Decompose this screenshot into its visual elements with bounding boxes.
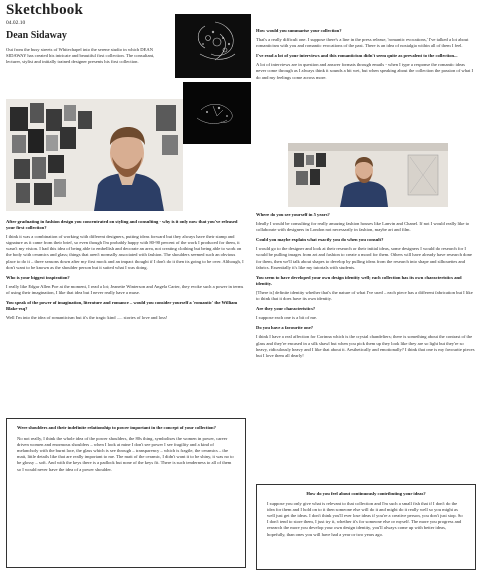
designer-portrait-photo — [6, 99, 183, 211]
qa-item — [256, 212, 476, 233]
right-qa-bottom-section — [256, 212, 476, 363]
qa-item — [256, 28, 476, 49]
qa-item — [256, 53, 476, 80]
right-qa-top-section — [256, 28, 476, 85]
answer-text: I would go to the designer and look at their research or their initial ideas, some designers I would do research for I would be pulling images from art and fashion to create a mood for them. Others will have already have research done for them, then we'll talk about shapes to develop by pulling ideas from the research into shape and silhouettes and fabrics. Essentially it's like my tutorials with students. — [256, 246, 472, 270]
jewelry-image — [183, 82, 251, 144]
studio-image — [288, 143, 448, 207]
answer-text: [There is] definite identity whether that's the nature of what I've used – each piece has a different fabrication but I like to think that it does have its own identity. — [256, 289, 473, 302]
designer-name: Dean Sidaway — [6, 30, 67, 41]
question-text: Who is your biggest inspiration? — [6, 274, 70, 280]
dark-sculpture-photo — [175, 14, 251, 78]
left-qa-section — [6, 219, 246, 325]
answer-text: I suppose each one is a bit of me. — [256, 315, 318, 321]
question-text: Were shoulders and their indefinite relationship to power important in the concept of your collection? — [17, 425, 216, 430]
answer-text: A lot of interviews are in question and answer formats through emails - when I type a response the romantic ideas never come through as I always think it sounds a bit wet, but when speaking about the collection the passion of what I do and my feelings come across more. — [256, 62, 474, 80]
answer-text: I think I have a real affection for Corinna which is the crystal chandeliers; there is something about the contrast of the glass and they're encased in a silk shawl but when you pick them up they look like they are so light but they're so heavy, ridiculously heavy and I like that about it. Aesthetically and emotionally? I think that one is my favourite pieces but I love them all dearly! — [256, 334, 475, 358]
qa-item — [6, 219, 246, 271]
answer-text: Ideally I would be consulting for really amazing fashion houses like Lanvin and Chanel. If not I would really like to collaborate with designers in London not necessarily in fashion, maybe art and film. — [256, 221, 470, 233]
left-boxed-qa — [6, 418, 246, 568]
answer-text: That's a really difficult one. I suppose there's a line in the press release, 'romantic evocations,' I've talked a lot about romanticism with you and romantic evocations of the past. There is an idea of nostalgia within all of them I feel. — [256, 37, 469, 49]
question-text: Are they your characteristics? — [256, 306, 316, 312]
page-title: Sketchbook — [6, 2, 84, 18]
studio-photo — [288, 143, 448, 207]
answer-text: I suppose you only give what is relevant to that collection and I'm such a small fish that if I don't do the idea for them and I hold on to it then someone else will do it and might do it really well so you might as well just get the ideas. I don't think you'll ever lose ideas if you're a creative person, you don't just stop. So I don't tend to store them, I just try it, whether it's for someone else or myself. The more you progress and research the more you develop your own design identity, you'll always come up with better ideas, hopefully, than ones you will have had a year or two years ago. — [267, 501, 463, 537]
question-text: You speak of the power of imagination, literature and romance – would you consider yourself a 'romantic' the William Blake-esq? — [6, 300, 238, 312]
qa-item — [256, 237, 476, 270]
right-boxed-qa — [256, 484, 476, 570]
qa-item — [256, 306, 476, 321]
qa-item — [256, 325, 476, 358]
dark-jewelry-photo — [183, 82, 251, 144]
portrait-image — [6, 99, 183, 211]
qa-item — [6, 300, 246, 321]
sculpture-image — [175, 14, 251, 78]
question-text: How would you summarise your collection? — [256, 28, 342, 33]
question-text: You seem to have developed your own design identity well; each collection has its own characteristics and identity. — [256, 274, 462, 286]
qa-item — [256, 275, 476, 302]
question-text: Where do you see yourself in 5 years? — [256, 212, 330, 217]
question-text: Could you maybe explain what exactly you do when you consult? — [256, 237, 384, 243]
intro-text: Out from the busy streets of Whitechapel into the serene studio in which DEAN SIDAWAY has created his intricate and beautiful first collection. The consultant, lecturer, stylist and initially trained designer presents his first collection. — [6, 47, 155, 65]
answer-text: I really like Edgar Allen Poe at the moment, I read a lot; Jeanette Winterson and Angela Carter, they evoke such a power in terms of using their imagination, I like that idea but I never really have a muse. — [6, 283, 244, 295]
answer-text: No not really, I think the whole idea of the power shoulders, the 80s thing, symbolises the women in power, career driven women and enormous shoulders – when I look at mine I don't see power I see fragility and a kind of melancholy with the burnt lace, the glass which is see through – transparency – which is fragile, the ceramics – the matt, little details like that are really important to me. The matt of the ceramic, I didn't want it to be shiny, it was no to be glossy – soft. And with the keys there is a padlock but none of the keys fit. There is such tenderness to all of them so I would never have the idea of a power shoulder. — [17, 436, 234, 472]
question-text: After graduating in fashion design you concentrated on styling and consulting - why is it only now that you've released your first collection? — [6, 219, 238, 231]
publish-date: 04.02.10 — [6, 20, 26, 26]
question-text: How do you feel about continuously contributing your ideas? — [306, 491, 426, 496]
question-text: Do you have a favourite one? — [256, 325, 314, 331]
answer-text: Well I'm into the idea of romanticism but it's the tragic kind ..... stories of love and loss! — [6, 315, 168, 321]
question-text: I've read a lot of your interviews and this romanticism didn't seem quite as prevalent to the collection... — [256, 53, 458, 59]
qa-item — [6, 275, 246, 296]
answer-text: I think it was a combination of working with different designers, putting ideas forward but they always have their stamp and signature as it came from their brief, so even though I'm probably happy with 80-90 percent of the work I produced for them, it wasn't my vision. I had this idea of being able to embellish and decorate an area, not creating clothing but being able to work on the body with ceramics and glass; things that aren't normally associated with fashion. The shoulders seemed such an obvious place to do it – three seasons down after my first mock and an impact thought if I don't do it then its going to be over. Although, I don't want to be known as the shoulder person but it suited what I was doing. — [6, 234, 244, 270]
